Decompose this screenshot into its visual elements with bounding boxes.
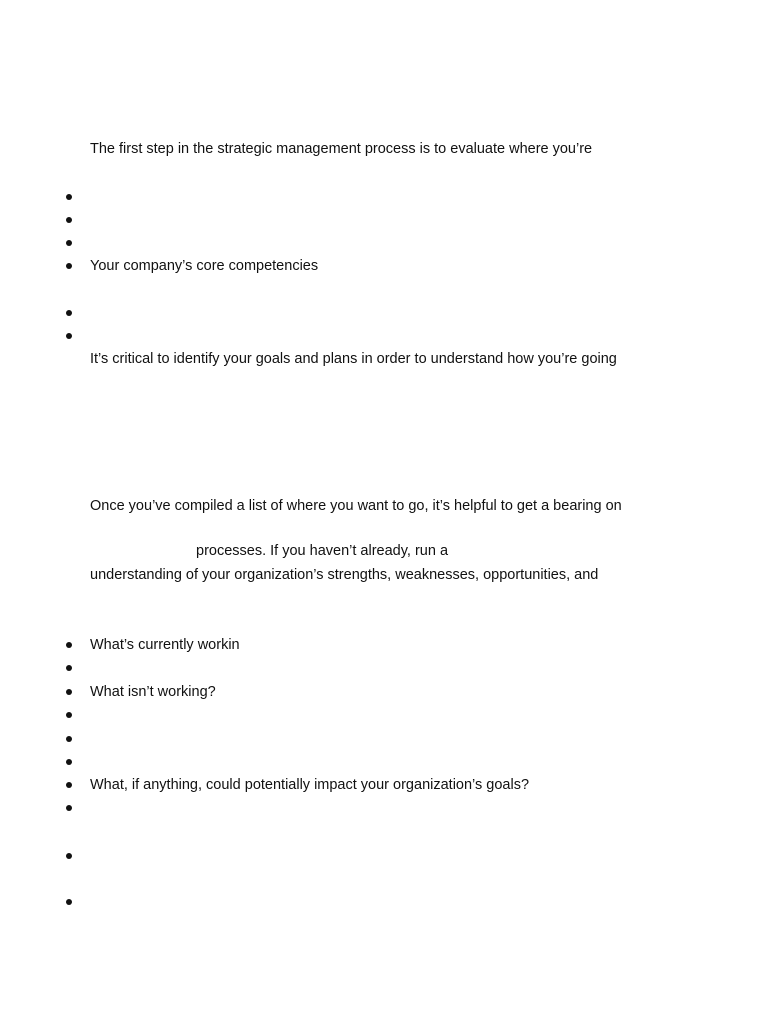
list-item-core-competencies: Your company’s core competencies — [90, 258, 319, 274]
list-item-currently-working: What’s currently workin — [90, 637, 240, 653]
paragraph-goals: It’s critical to identify your goals and plans in order to understand how you’re going — [90, 351, 617, 367]
bullet-marker — [66, 782, 72, 788]
paragraph-bearing-line2: processes. If you haven’t already, run a — [196, 543, 449, 559]
list-item-potential-impact: What, if anything, could potentially impact your organization’s goals? — [90, 777, 530, 793]
bullet-marker — [66, 217, 72, 223]
bullet-marker — [66, 759, 72, 765]
list-item-not-working: What isn’t working? — [90, 684, 216, 700]
bullet-marker — [66, 333, 72, 339]
paragraph-bearing-line3: understanding of your organization’s strengths, weaknesses, opportunities, and — [90, 567, 599, 583]
paragraph-bearing-line1: Once you’ve compiled a list of where you want to go, it’s helpful to get a bearing on — [90, 498, 622, 514]
bullet-marker — [66, 665, 72, 671]
bullet-marker — [66, 240, 72, 246]
paragraph-evaluate: The first step in the strategic management process is to evaluate where you’re — [90, 141, 593, 157]
bullet-marker — [66, 899, 72, 905]
bullet-marker — [66, 805, 72, 811]
bullet-marker — [66, 689, 72, 695]
bullet-marker — [66, 712, 72, 718]
bullet-marker — [66, 263, 72, 269]
bullet-marker — [66, 736, 72, 742]
bullet-marker — [66, 310, 72, 316]
bullet-marker — [66, 194, 72, 200]
bullet-marker — [66, 642, 72, 648]
bullet-marker — [66, 853, 72, 859]
